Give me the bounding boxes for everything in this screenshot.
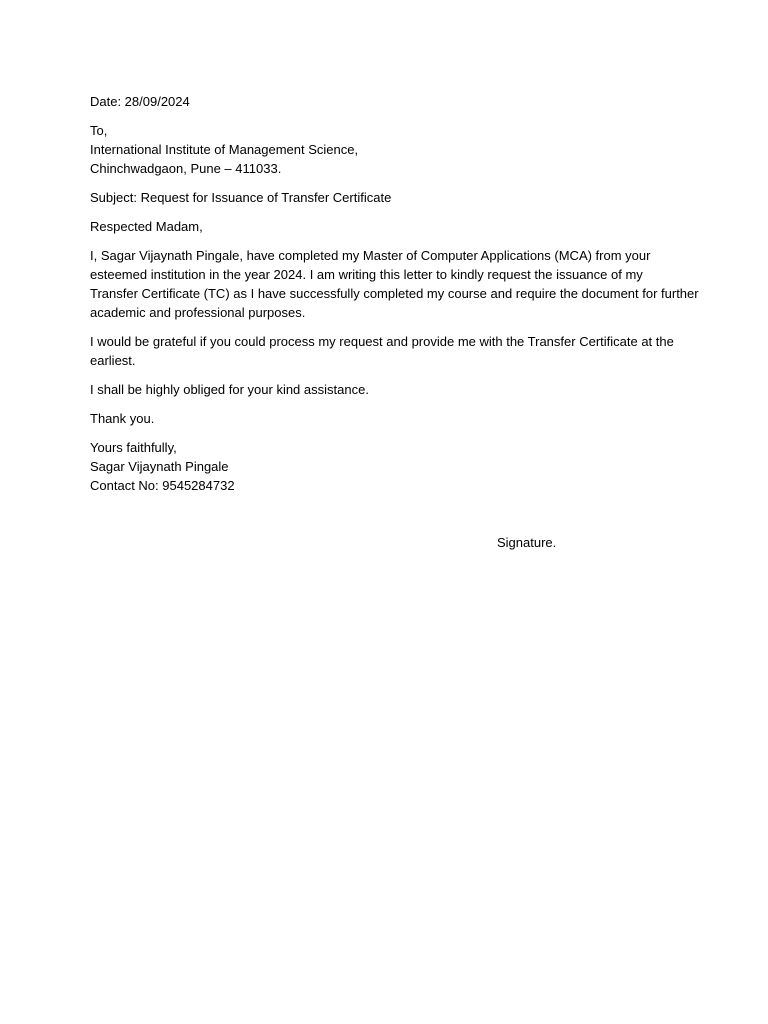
sender-name: Sagar Vijaynath Pingale — [90, 459, 229, 474]
letter-date: Date: 28/09/2024 — [90, 94, 190, 109]
paragraph-line: academic and professional purposes. — [90, 305, 306, 320]
paragraph-line: esteemed institution in the year 2024. I am writing this letter to kindly request the issuance of my — [90, 267, 643, 282]
date-block — [90, 92, 690, 111]
recipient-salutation: To, — [90, 123, 108, 138]
paragraph-line: I shall be highly obliged for your kind assistance. — [90, 382, 369, 397]
letter-body — [90, 92, 699, 505]
recipient-address: Chinchwadgaon, Pune – 411033. — [90, 161, 282, 176]
letter-greeting: Respected Madam, — [90, 219, 203, 234]
sender-contact: Contact No: 9545284732 — [90, 478, 235, 493]
signature-label: Signature. — [497, 535, 557, 550]
paragraph-line: earliest. — [90, 353, 136, 368]
paragraph-line: I, Sagar Vijaynath Pingale, have completed my Master of Computer Applications (MCA) from your — [90, 248, 651, 263]
valediction: Yours faithfully, — [90, 440, 177, 455]
paragraph-line: Thank you. — [90, 411, 155, 426]
recipient-institution: International Institute of Management Science, — [90, 142, 359, 157]
body-paragraph-2 — [90, 332, 690, 370]
letter-subject: Subject: Request for Issuance of Transfer Certificate — [90, 190, 392, 205]
paragraph-line: I would be grateful if you could process my request and provide me with the Transfer Certificate at the — [90, 334, 674, 349]
recipient-block — [90, 121, 690, 178]
body-paragraph-4 — [90, 409, 690, 428]
body-paragraph-1 — [90, 246, 699, 322]
closing-block — [90, 438, 690, 495]
subject-block — [90, 188, 690, 207]
paragraph-line: Transfer Certificate (TC) as I have successfully completed my course and require the document for further — [90, 286, 699, 301]
body-paragraph-3 — [90, 380, 690, 399]
greeting-block — [90, 217, 690, 236]
